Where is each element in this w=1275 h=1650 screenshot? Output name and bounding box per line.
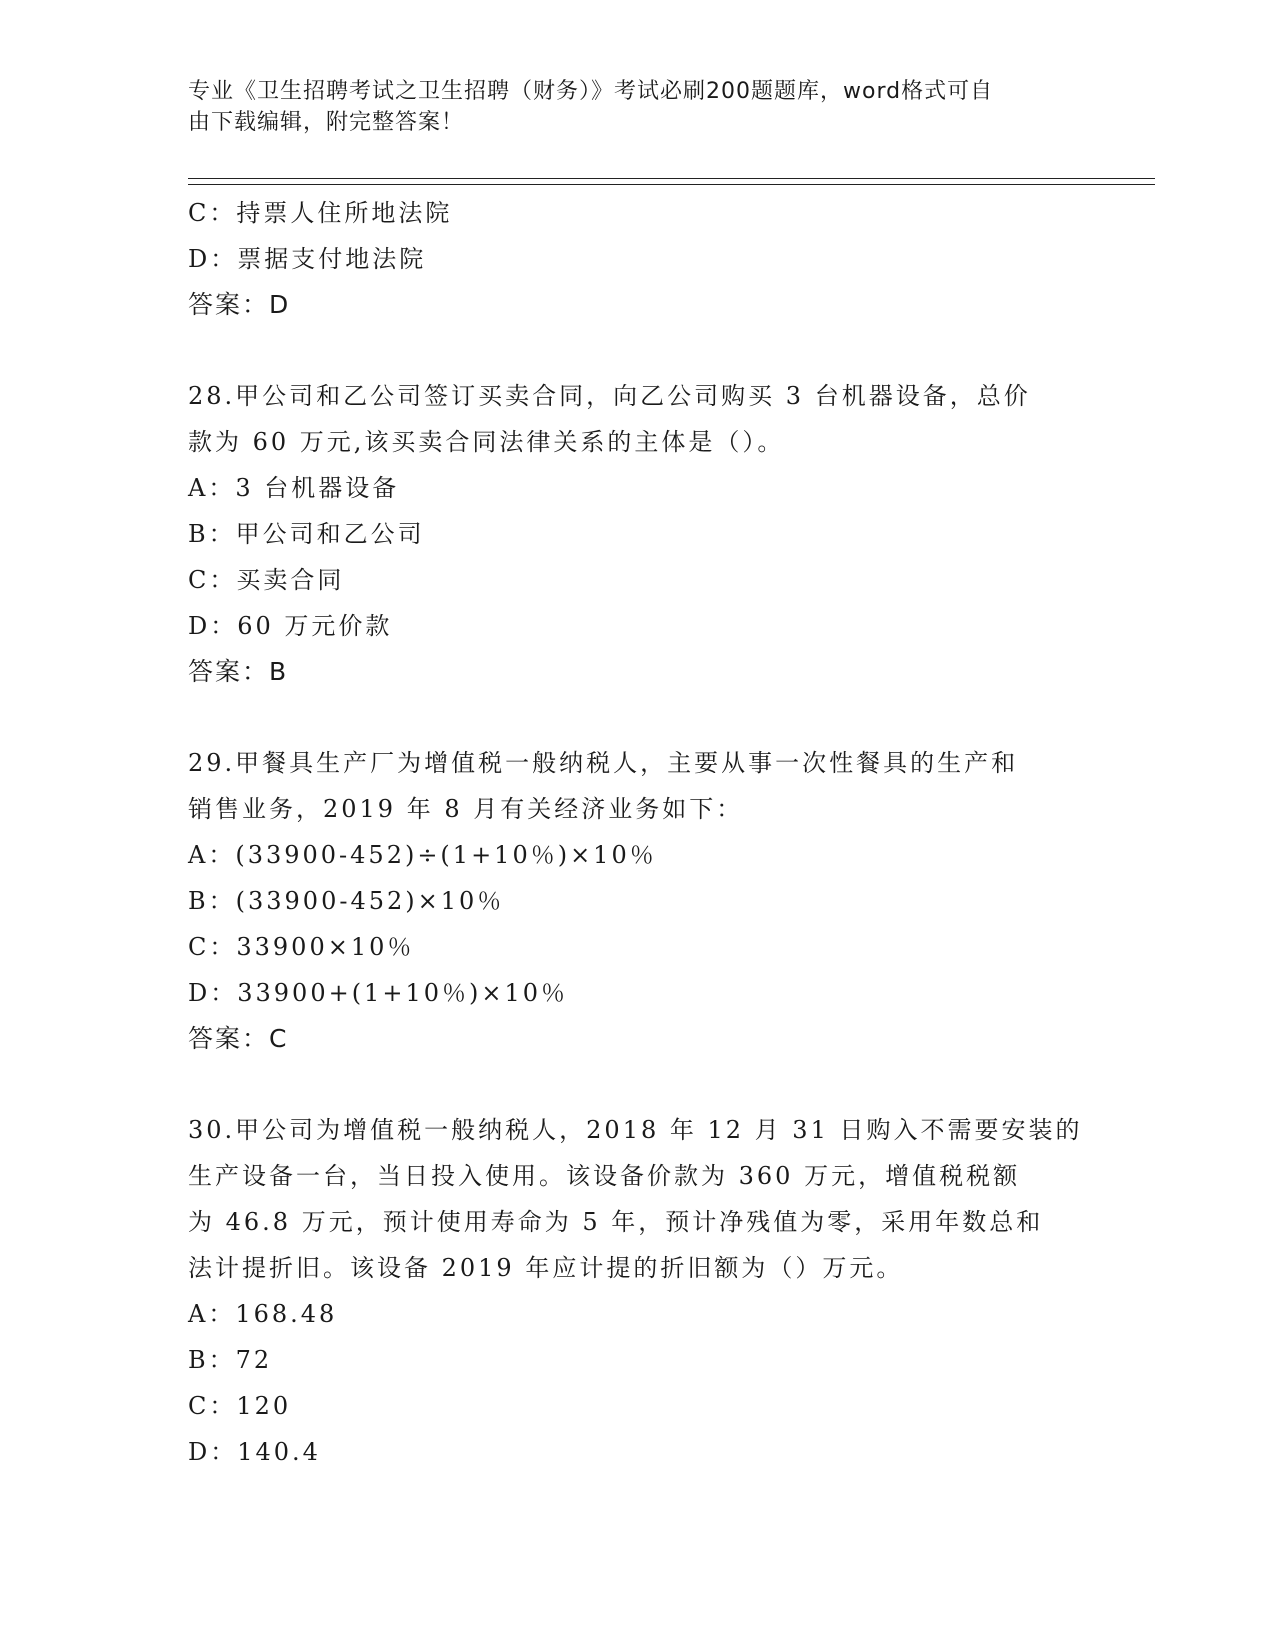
- header-divider-top: [188, 178, 1155, 179]
- q29-option-d: D：33900+(1+10％)×10％: [188, 979, 568, 1007]
- q29-stem-line-1: 29.甲餐具生产厂为增值税一般纳税人，主要从事一次性餐具的生产和: [188, 749, 1019, 777]
- header-title-line-1: 专业《卫生招聘考试之卫生招聘（财务）》考试必刷200题题库，word格式可自: [188, 79, 994, 104]
- q29-stem: [188, 740, 1068, 832]
- header-divider-bottom: [188, 184, 1155, 185]
- q30-stem-line-4: 法计提折旧。该设备 2019 年应计提的折旧额为（）万元。: [188, 1254, 904, 1282]
- q30-option-d: D：140.4: [188, 1438, 321, 1466]
- prev-option-d: D：票据支付地法院: [188, 245, 427, 273]
- header-title-line-2: 由下载编辑，附完整答案！: [188, 110, 465, 135]
- prev-answer: 答案：D: [188, 290, 291, 319]
- q28-stem-line-1: 28.甲公司和乙公司签订买卖合同，向乙公司购买 3 台机器设备，总价: [188, 382, 1031, 410]
- q28-option-b: B：甲公司和乙公司: [188, 520, 425, 548]
- q29-option-b: B：(33900-452)×10％: [188, 887, 505, 915]
- q29-option-c: C：33900×10％: [188, 933, 415, 961]
- q30-stem-line-2: 生产设备一台，当日投入使用。该设备价款为 360 万元，增值税税额: [188, 1162, 1021, 1190]
- q28-option-c: C：买卖合同: [188, 566, 345, 594]
- q30-option-b: B：72: [188, 1346, 273, 1374]
- q28-stem-line-2: 款为 60 万元,该买卖合同法律关系的主体是（）。: [188, 428, 785, 456]
- q30-stem: [188, 1107, 1083, 1291]
- prev-option-c: C：持票人住所地法院: [188, 199, 453, 227]
- q30-stem-line-3: 为 46.8 万元，预计使用寿命为 5 年，预计净残值为零，采用年数总和: [188, 1208, 1044, 1236]
- q29-option-a: A：(33900-452)÷(1+10％)×10％: [188, 841, 657, 869]
- q30-stem-line-1: 30.甲公司为增值税一般纳税人，2018 年 12 月 31 日购入不需要安装的: [188, 1116, 1083, 1144]
- q28-stem: [188, 373, 1068, 465]
- q28-option-a: A：3 台机器设备: [188, 474, 400, 502]
- q30-option-a: A：168.48: [188, 1300, 338, 1328]
- q29-stem-line-2: 销售业务，2019 年 8 月有关经济业务如下：: [188, 795, 744, 823]
- question-content: [188, 190, 1088, 1475]
- q28-answer: 答案：B: [188, 657, 289, 686]
- q30-option-c: C：120: [188, 1392, 292, 1420]
- q28-option-d: D：60 万元价款: [188, 612, 393, 640]
- document-header: [188, 76, 1078, 138]
- q29-answer: 答案：C: [188, 1024, 289, 1053]
